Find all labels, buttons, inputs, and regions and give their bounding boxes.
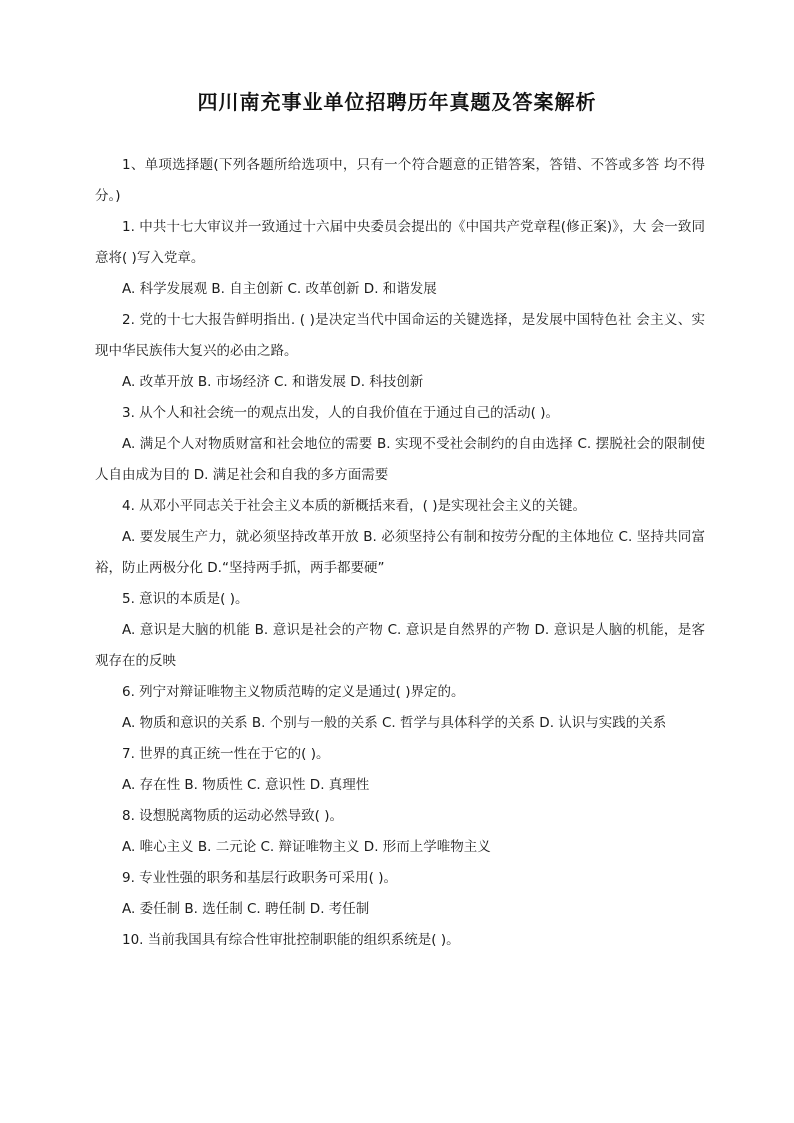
question-5: 5. 意识的本质是( )。 <box>122 591 249 607</box>
document-body <box>95 150 705 956</box>
question-6-options: A. 物质和意识的关系 B. 个别与一般的关系 C. 哲学与具体科学的关系 D. 认识与实践的关系 <box>122 715 667 731</box>
question-7: 7. 世界的真正统一性在于它的( )。 <box>122 746 330 762</box>
paragraph-section-instructions: 1、单项选择题(下列各题所给选项中，只有一个符合题意的正错答案，答错、不答或多答 均不得分。) <box>95 157 705 204</box>
question-7-options: A. 存在性 B. 物质性 C. 意识性 D. 真理性 <box>122 777 370 793</box>
document-title: 四川南充事业单位招聘历年真题及答案解析 <box>197 90 597 114</box>
question-1: 1. 中共十七大审议并一致通过十六届中央委员会提出的《中国共产党章程(修正案)》，大 会一致同意将( )写入党章。 <box>95 219 705 266</box>
question-4-options: A. 要发展生产力，就必须坚持改革开放 B. 必须坚持公有制和按劳分配的主体地位 C. 坚持共同富裕，防止两极分化 D.“坚持两手抓，两手都要硬” <box>95 529 705 576</box>
question-9-options: A. 委任制 B. 选任制 C. 聘任制 D. 考任制 <box>122 901 370 917</box>
question-2: 2. 党的十七大报告鲜明指出. ( )是决定当代中国命运的关键选择，是发展中国特色社 会主义、实现中华民族伟大复兴的必由之路。 <box>95 312 705 359</box>
question-10: 10. 当前我国具有综合性审批控制职能的组织系统是( )。 <box>122 932 460 948</box>
question-9: 9. 专业性强的职务和基层行政职务可采用( )。 <box>122 870 397 886</box>
question-6: 6. 列宁对辩证唯物主义物质范畴的定义是通过( )界定的。 <box>122 684 465 700</box>
question-8-options: A. 唯心主义 B. 二元论 C. 辩证唯物主义 D. 形而上学唯物主义 <box>122 839 491 855</box>
question-5-options: A. 意识是大脑的机能 B. 意识是社会的产物 C. 意识是自然界的产物 D. 意识是人脑的机能，是客观存在的反映 <box>95 622 705 669</box>
question-1-options: A. 科学发展观 B. 自主创新 C. 改革创新 D. 和谐发展 <box>122 281 437 297</box>
question-3: 3. 从个人和社会统一的观点出发，人的自我价值在于通过自己的活动( )。 <box>122 405 559 421</box>
question-4: 4. 从邓小平同志关于社会主义本质的新概括来看，( )是实现社会主义的关键。 <box>122 498 586 514</box>
question-2-options: A. 改革开放 B. 市场经济 C. 和谐发展 D. 科技创新 <box>122 374 424 390</box>
question-8: 8. 设想脱离物质的运动必然导致( )。 <box>122 808 343 824</box>
question-3-options: A. 满足个人对物质财富和社会地位的需要 B. 实现不受社会制约的自由选择 C. 摆脱社会的限制使人自由成为目的 D. 满足社会和自我的多方面需要 <box>95 436 705 483</box>
